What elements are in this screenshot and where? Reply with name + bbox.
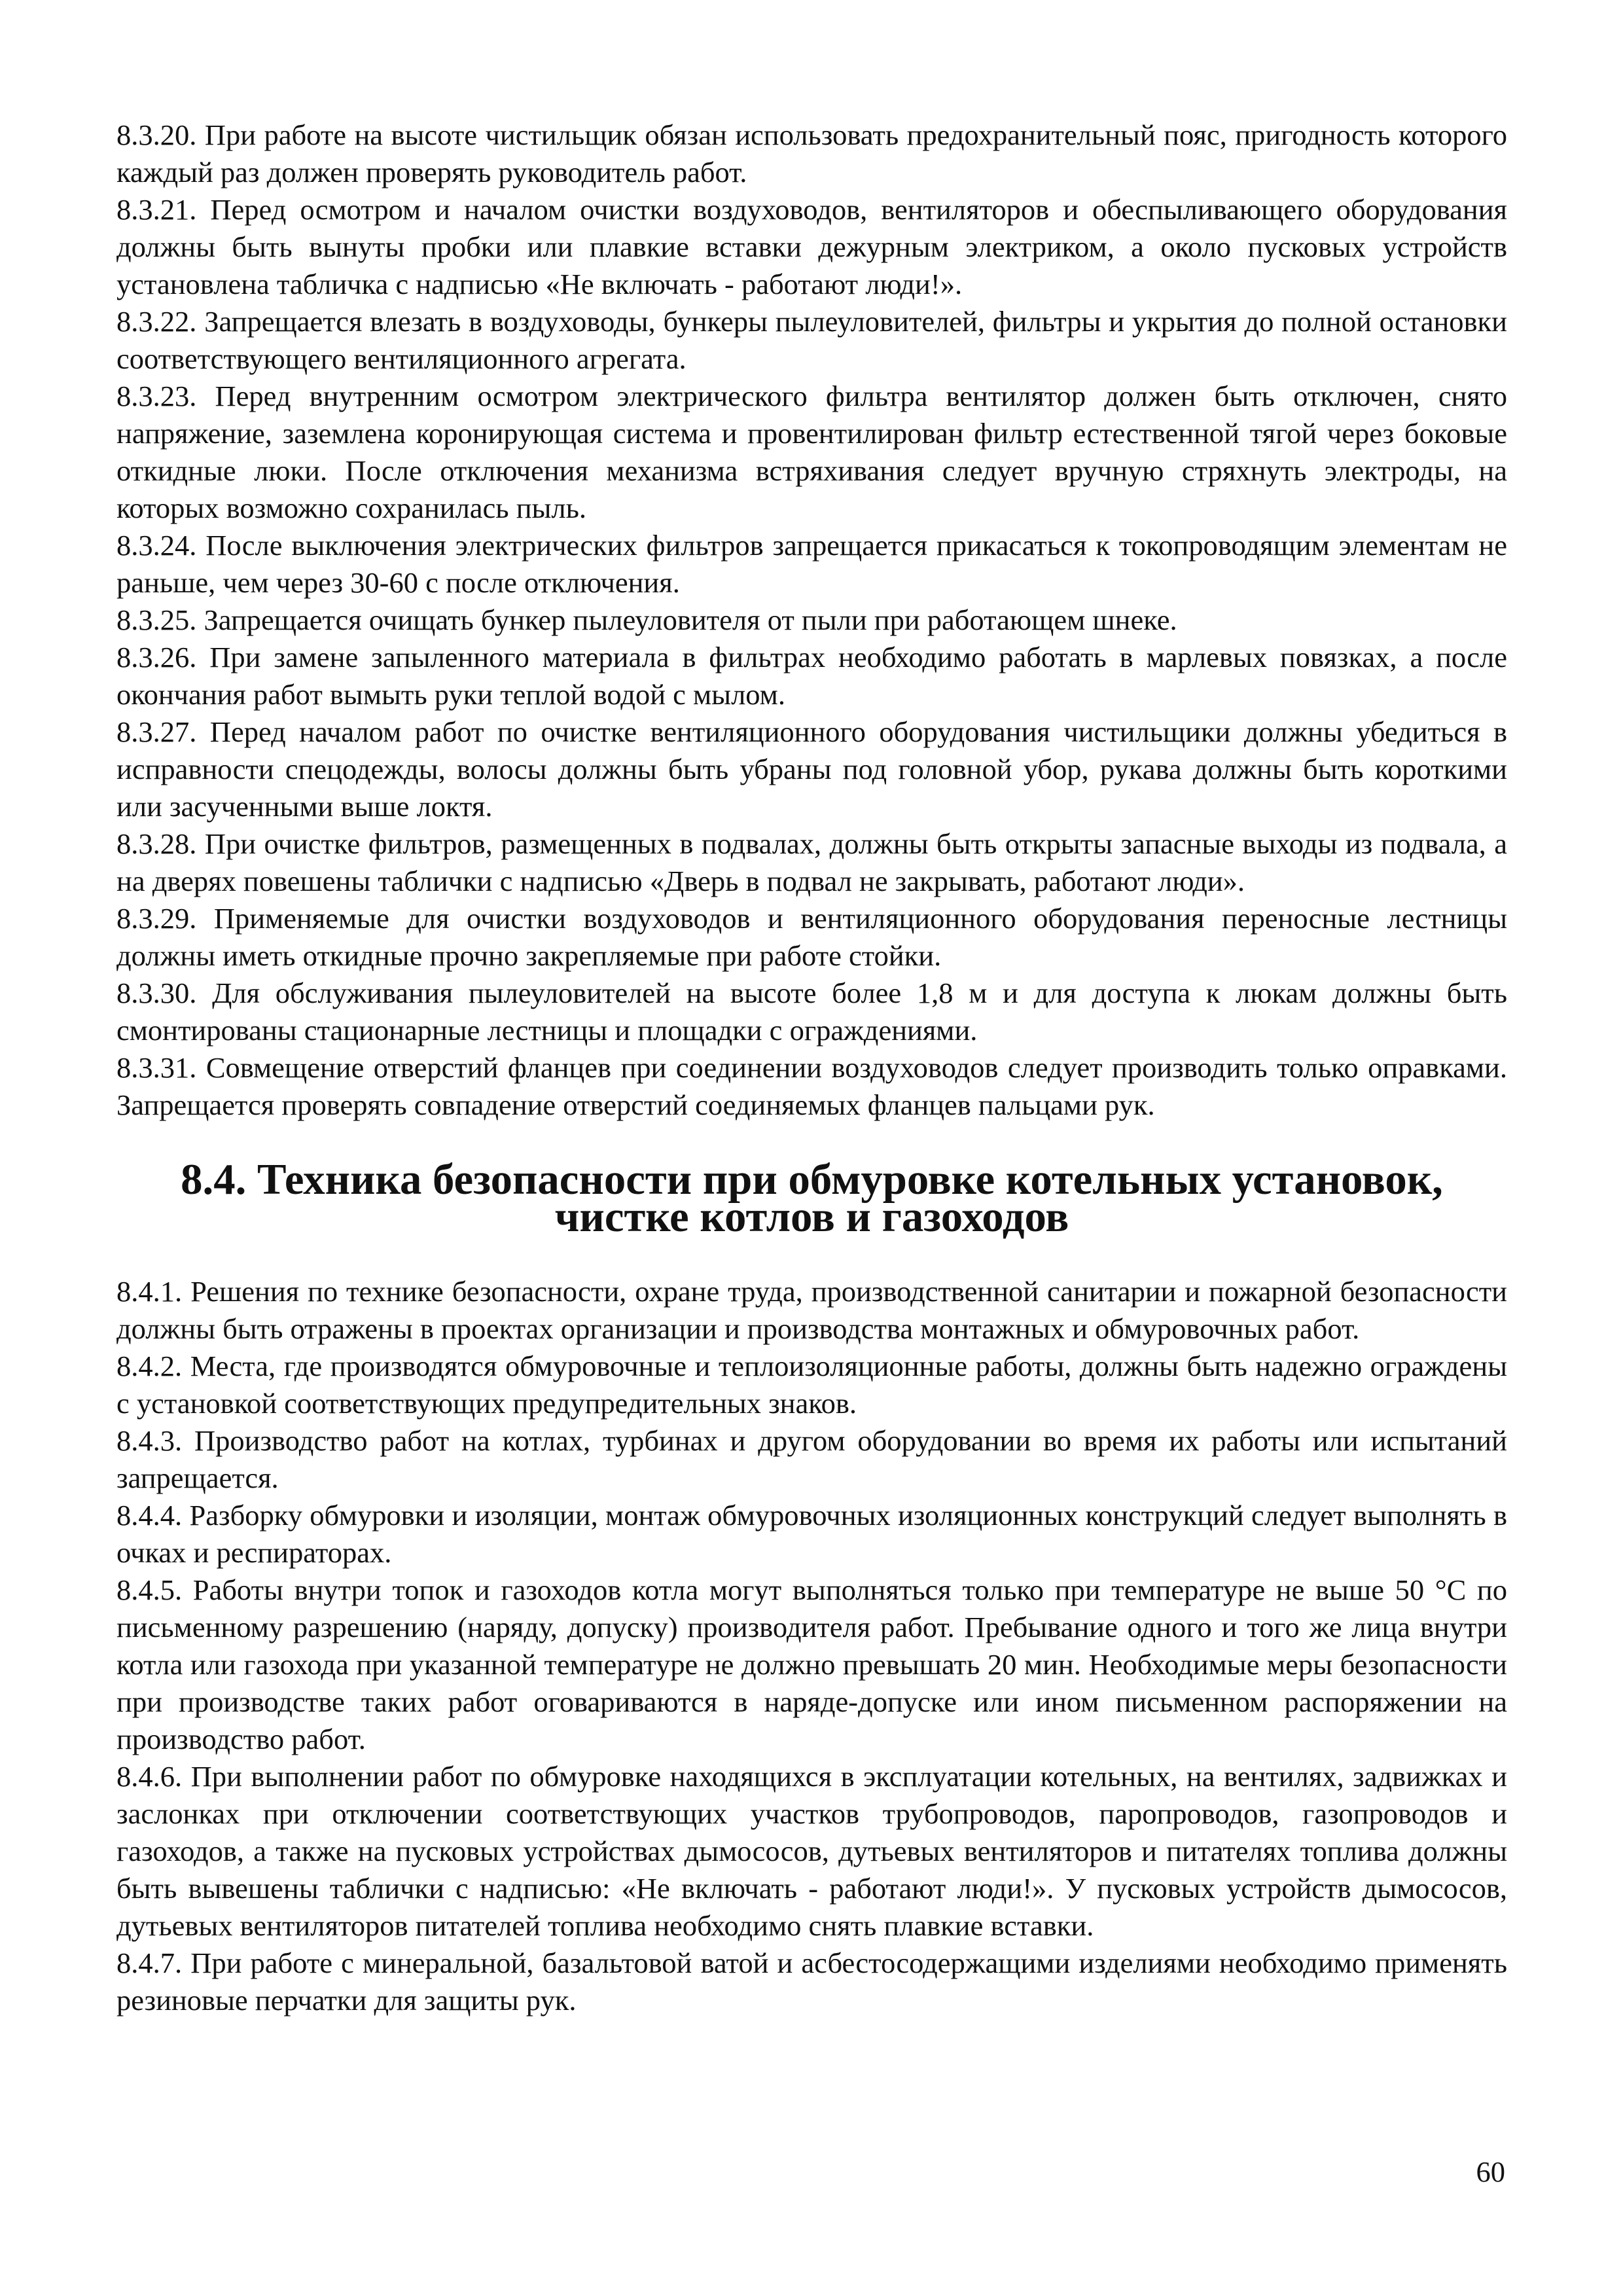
paragraph-8-3-27: 8.3.27. Перед началом работ по очистке вентиляционного оборудования чистильщики должны убедиться в исправности спецодежды, волосы должны быть убраны под головной убор, рукава должны быть короткими или засученными выше локтя. [116, 715, 1507, 823]
paragraph-8-4-2: 8.4.2. Места, где производятся обмуровочные и теплоизоляционные работы, должны быть надежно ограждены с установкой соответствующих предупредительных знаков. [116, 1350, 1507, 1420]
paragraph-8-3-21: 8.3.21. Перед осмотром и началом очистки воздуховодов, вентиляторов и обеспыливающего оборудования должны быть вынуты пробки или плавкие вставки дежурным электриком, а около пусковых устройств установлена табличка с надписью «Не включать - работают люди!». [116, 193, 1507, 300]
paragraph-8-4-4: 8.4.4. Разборку обмуровки и изоляции, монтаж обмуровочных изоляционных конструкций следует выполнять в очках и респираторах. [116, 1499, 1507, 1569]
section-8-3 [116, 117, 1507, 1124]
paragraph-8-3-23: 8.3.23. Перед внутренним осмотром электрического фильтра вентилятор должен быть отключен, снято напряжение, заземлена коронирующая система и провентилирован фильтр естественной тягой через боковые откидные люки. После отключения механизма встряхивания следует вручную стряхнуть электроды, на которых возможно сохранилась пыль. [116, 380, 1507, 524]
paragraph-8-3-24: 8.3.24. После выключения электрических фильтров запрещается прикасаться к токопроводящим элементам не раньше, чем через 30-60 с после отключения. [116, 529, 1507, 599]
paragraph-8-3-28: 8.3.28. При очистке фильтров, размещенных в подвалах, должны быть открыты запасные выходы из подвала, а на дверях повешены таблички с надписью «Дверь в подвал не закрывать, работают люди». [116, 827, 1507, 897]
paragraph-8-3-29: 8.3.29. Применяемые для очистки воздуховодов и вентиляционного оборудования переносные лестницы должны иметь откидные прочно закрепляемые при работе стойки. [116, 902, 1507, 972]
paragraph-8-3-22: 8.3.22. Запрещается влезать в воздуховоды, бункеры пылеуловителей, фильтры и укрытия до полной остановки соответствующего вентиляционного агрегата. [116, 305, 1507, 375]
section-heading-line-2: чистке котлов и газоходов [554, 1193, 1069, 1241]
paragraph-8-4-6: 8.4.6. При выполнении работ по обмуровке находящихся в эксплуатации котельных, на вентилях, задвижках и заслонках при отключении соответствующих участков трубопроводов, паропроводов, газопроводов и газоходов, а также на пусковых устройствах дымососов, дутьевых вентиляторов и питателях топлива должны быть вывешены таблички с надписью: «Не включать - работают люди!». У пусковых устройств дымососов, дутьевых вентиляторов питателей топлива необходимо снять плавкие вставки. [116, 1760, 1507, 1942]
section-heading-8-4 [116, 1156, 1507, 1241]
paragraph-8-4-1: 8.4.1. Решения по технике безопасности, охране труда, производственной санитарии и пожарной безопасности должны быть отражены в проектах организации и производства монтажных и обмуровочных работ. [116, 1275, 1507, 1345]
paragraph-8-4-5: 8.4.5. Работы внутри топок и газоходов котла могут выполняться только при температуре не выше 50 °С по письменному разрешению (наряду, допуску) производителя работ. Пребывание одного и того же лица внутри котла или газохода при указанной температуре не должно превышать 20 мин. Необходимые меры безопасности при производстве таких работ оговариваются в наряде-допуске или ином письменном распоряжении на производство работ. [116, 1573, 1507, 1755]
paragraph-8-3-25: 8.3.25. Запрещается очищать бункер пылеуловителя от пыли при работающем шнеке. [116, 603, 1177, 636]
paragraph-8-3-20: 8.3.20. При работе на высоте чистильщик обязан использовать предохранительный пояс, пригодность которого каждый раз должен проверять руководитель работ. [116, 118, 1507, 188]
document-page [116, 117, 1507, 2019]
paragraph-8-3-30: 8.3.30. Для обслуживания пылеуловителей на высоте более 1,8 м и для доступа к люкам должны быть смонтированы стационарные лестницы и площадки с ограждениями. [116, 977, 1507, 1047]
paragraph-8-3-26: 8.3.26. При замене запыленного материала в фильтрах необходимо работать в марлевых повязках, а после окончания работ вымыть руки теплой водой с мылом. [116, 641, 1507, 711]
paragraph-8-4-7: 8.4.7. При работе с минеральной, базальтовой ватой и асбестосодержащими изделиями необходимо применять резиновые перчатки для защиты рук. [116, 1946, 1507, 2017]
section-heading-line-1: 8.4. Техника безопасности при обмуровке котельных установок, [181, 1156, 1443, 1204]
page-number: 60 [1476, 2155, 1505, 2188]
paragraph-8-4-3: 8.4.3. Производство работ на котлах, турбинах и другом оборудовании во время их работы или испытаний запрещается. [116, 1424, 1507, 1494]
paragraph-8-3-31: 8.3.31. Совмещение отверстий фланцев при соединении воздуховодов следует производить только оправками. Запрещается проверять совпадение отверстий соединяемых фланцев пальцами рук. [116, 1051, 1507, 1121]
section-8-4 [116, 1273, 1507, 2019]
